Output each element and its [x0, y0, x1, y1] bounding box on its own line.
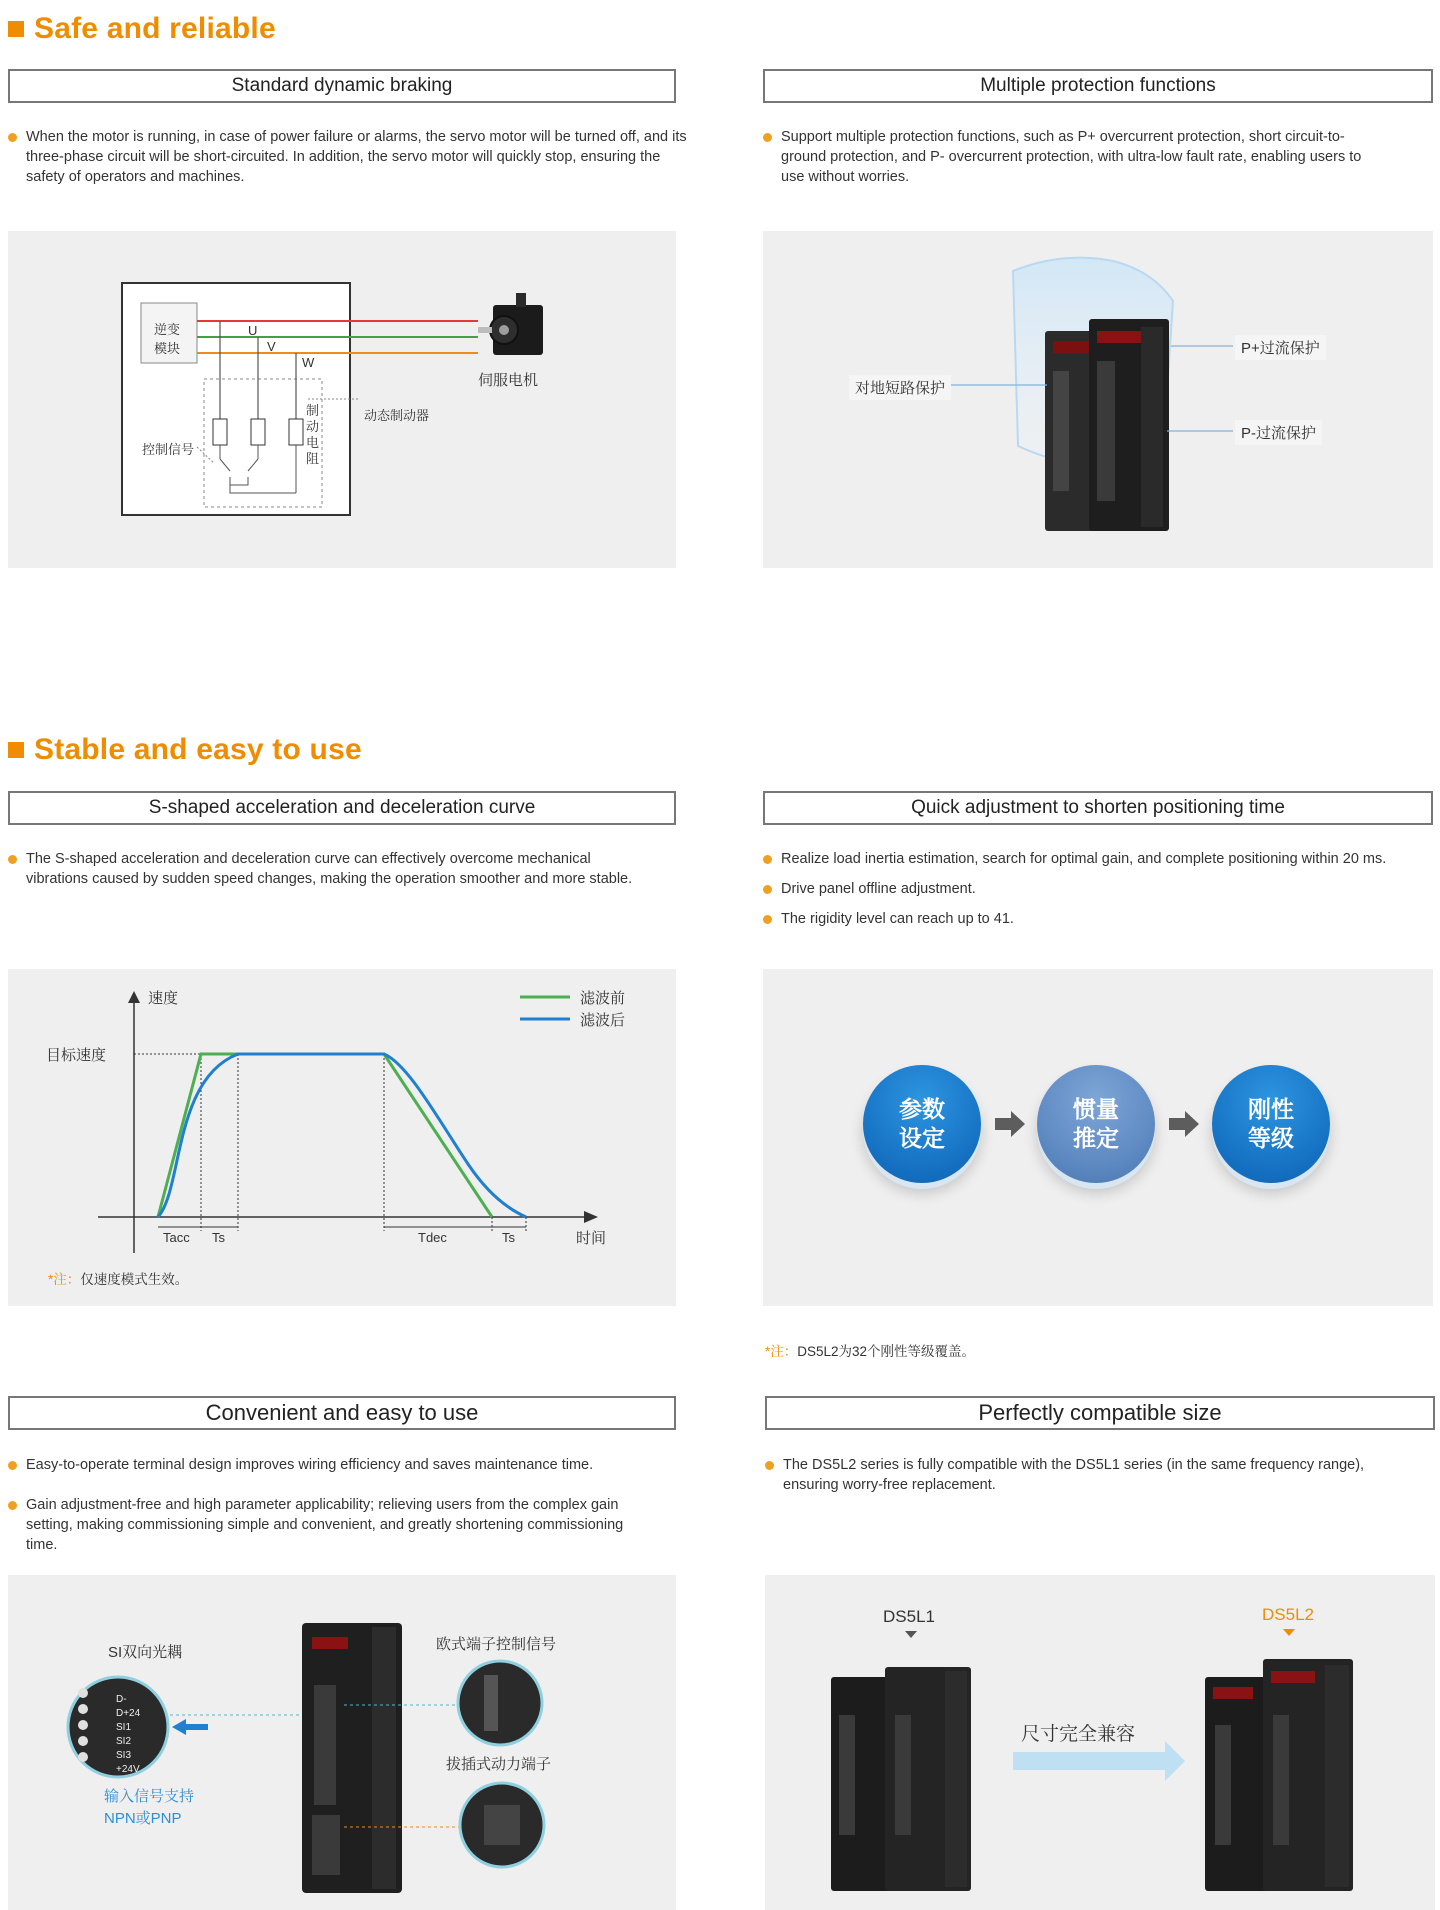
input-arrow-icon: [172, 1719, 186, 1735]
target-speed-label: 目标速度: [46, 1047, 107, 1064]
drive-ds5l1: [831, 1667, 971, 1891]
terminals-svg: [8, 1575, 676, 1910]
pin-label: D+24: [116, 1708, 141, 1719]
rigidity-note: [765, 1340, 975, 1360]
bullets-protection: [763, 127, 1383, 187]
drive-unit: [302, 1623, 402, 1893]
compat-arrow-icon: [1013, 1741, 1185, 1781]
brake-resistor-char: 动: [306, 419, 320, 434]
section-title-text: Stable and easy to use: [34, 733, 362, 766]
heading-convenient: Convenient and easy to use: [8, 1396, 676, 1430]
bullets-convenient: [8, 1455, 648, 1555]
heading-protection-functions: Multiple protection functions: [763, 69, 1433, 103]
note-mark: *注：: [48, 1272, 81, 1287]
compat-text: 尺寸完全兼容: [1021, 1724, 1136, 1745]
ts-label-1: Ts: [212, 1230, 225, 1245]
bullet-item: Easy-to-operate terminal design improves wiring efficiency and saves maintenance time.: [8, 1455, 648, 1475]
pin-label: D-: [116, 1694, 127, 1705]
panel-protection-diagram: [763, 231, 1433, 568]
model-ds5l1-label: DS5L1: [883, 1607, 935, 1626]
heading-quick-adjust: Quick adjustment to shorten positioning time: [763, 791, 1433, 825]
input-support-label-1: 输入信号支持: [104, 1788, 195, 1805]
step-text: 等级: [1248, 1125, 1294, 1151]
section-title-text: Safe and reliable: [34, 12, 276, 45]
p-minus-label: P-过流保护: [1235, 420, 1322, 445]
euro-terminal-label: 欧式端子控制信号: [436, 1636, 557, 1653]
pin-label: SI1: [116, 1722, 132, 1733]
ts-label-2: Ts: [502, 1230, 515, 1245]
bullets-s-curve: [8, 849, 648, 889]
arrow-right-icon: [1169, 1111, 1199, 1137]
legend-after-label: 滤波后: [580, 1012, 626, 1029]
arrow-right-icon: [995, 1111, 1025, 1137]
brake-resistor-label: [306, 403, 320, 467]
inverter-label-2: 模块: [154, 341, 181, 356]
step-text: 刚性: [1248, 1096, 1294, 1122]
inverter-label-1: 逆变: [154, 322, 181, 337]
control-signal-label: 控制信号: [142, 442, 195, 457]
panel-compatible-size: [765, 1575, 1435, 1910]
servo-motor-label: 伺服电机: [478, 372, 539, 389]
step-text: 设定: [899, 1125, 945, 1151]
brake-resistor-char: 阻: [306, 451, 320, 466]
pin-label: SI3: [116, 1750, 132, 1761]
curve-after-filter: [158, 1054, 526, 1217]
servo-motor-icon: [478, 293, 543, 355]
heading-compatible: Perfectly compatible size: [765, 1396, 1435, 1430]
tacc-label: Tacc: [163, 1230, 190, 1245]
tdec-label: Tdec: [418, 1230, 447, 1245]
note-mark: *注：: [765, 1344, 798, 1359]
drive-ds5l2: [1205, 1659, 1353, 1891]
pin-label: +24V: [116, 1764, 140, 1775]
bullet-item: When the motor is running, in case of power failure or alarms, the servo motor will be turned off, and its three-phase circuit will be short-circuited. In addition, the servo motor will quickly stop, ensuring the safety of operators and machines.: [8, 127, 696, 187]
y-axis-arrow: [128, 991, 140, 1003]
step-text: 惯量: [1073, 1096, 1119, 1122]
model-ds5l2-label: DS5L2: [1262, 1605, 1314, 1624]
bullet-item: The S-shaped acceleration and deceleration curve can effectively overcome mechanical vibrations caused by sudden speed changes, making the operation smoother and more stable.: [8, 849, 648, 889]
x-axis-label: 时间: [576, 1230, 607, 1247]
bullet-item: Drive panel offline adjustment.: [763, 879, 1433, 899]
brake-resistor-char: 制: [306, 403, 320, 418]
si-label: SI双向光耦: [108, 1644, 183, 1661]
step-circle-parameters: [863, 1065, 981, 1183]
chevron-down-icon: [1283, 1629, 1295, 1636]
drive-unit-front: [1089, 319, 1169, 531]
phase-w-label: W: [302, 355, 315, 370]
chart-note: [48, 1268, 188, 1288]
panel-tuning-steps: [763, 969, 1433, 1306]
legend-before-label: 滤波前: [580, 990, 626, 1007]
bullet-item: Support multiple protection functions, such as P+ overcurrent protection, short circuit-to-ground protection, and P- overcurrent protection, with ultra-low fault rate, enabling users to use without worries.: [763, 127, 1383, 187]
dynamic-brake-label: 动态制动器: [364, 408, 430, 423]
section-title-safe: [8, 12, 276, 46]
heading-dynamic-braking: Standard dynamic braking: [8, 69, 676, 103]
x-axis-arrow: [584, 1211, 598, 1223]
braking-circuit-svg: [8, 231, 676, 568]
chevron-down-icon: [905, 1631, 917, 1638]
section-bullet-square: [8, 21, 24, 37]
phase-v-label: V: [267, 339, 276, 354]
step-text: 推定: [1073, 1125, 1119, 1151]
step-text: 参数: [899, 1096, 945, 1122]
pin-label: SI2: [116, 1736, 132, 1747]
note-text: 仅速度模式生效。: [80, 1272, 189, 1287]
panel-s-curve-chart: [8, 969, 676, 1306]
step-circle-rigidity: [1212, 1065, 1330, 1183]
bullet-item: Realize load inertia estimation, search for optimal gain, and complete positioning within 20 ms.: [763, 849, 1433, 869]
bullets-dynamic-braking: [8, 127, 696, 187]
bullets-quick-adjust: [763, 849, 1433, 929]
ground-short-label: 对地短路保护: [849, 375, 951, 400]
bullet-item: The DS5L2 series is fully compatible with the DS5L1 series (in the same frequency range), ensuring worry-free replacement.: [765, 1455, 1405, 1495]
step-circle-inertia: [1037, 1065, 1155, 1183]
pin-list: [116, 1693, 140, 1777]
euro-terminal-zoom: [458, 1661, 542, 1745]
section-title-stable: [8, 733, 362, 767]
note-text: DS5L2为32个刚性等级覆盖。: [797, 1344, 976, 1359]
plug-terminal-label: 拔插式动力端子: [446, 1756, 552, 1773]
heading-s-curve: S-shaped acceleration and deceleration curve: [8, 791, 676, 825]
y-axis-label: 速度: [148, 990, 179, 1007]
bullets-compatible: [765, 1455, 1405, 1495]
panel-terminals: [8, 1575, 676, 1910]
bullet-item: Gain adjustment-free and high parameter applicability; relieving users from the complex gain setting, making commissioning simple and convenient, and greatly shortening commissioning time.: [8, 1495, 648, 1555]
section-bullet-square: [8, 742, 24, 758]
bullet-item: The rigidity level can reach up to 41.: [763, 909, 1433, 929]
panel-braking-diagram: [8, 231, 676, 568]
p-plus-label: P+过流保护: [1235, 335, 1326, 360]
input-support-label-2: NPN或PNP: [104, 1810, 182, 1827]
brake-resistor-char: 电: [306, 435, 320, 450]
s-curve-svg: [8, 969, 676, 1306]
phase-u-label: U: [248, 323, 258, 338]
